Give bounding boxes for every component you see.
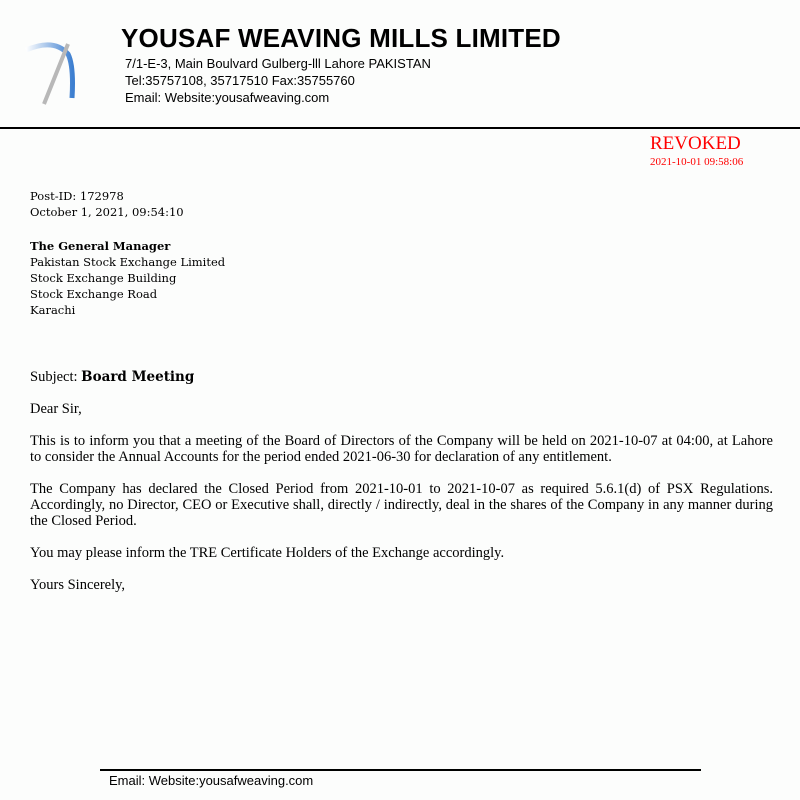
subject-label: Subject: — [30, 369, 78, 385]
paragraph: You may please inform the TRE Certificate Holders of the Exchange accordingly. — [30, 545, 505, 561]
post-id: Post-ID: 172978 — [30, 189, 124, 203]
salutation: Dear Sir, — [30, 401, 82, 417]
recipient-title: The General Manager — [30, 239, 171, 253]
footer-email: Email: Website:yousafweaving.com — [109, 773, 314, 788]
company-logo-needle-icon — [24, 40, 76, 106]
company-address: 7/1-E-3, Main Boulvard Gulberg-lll Lahore PAKISTAN — [125, 56, 431, 71]
recipient-line: Stock Exchange Road — [30, 287, 158, 301]
subject-line — [30, 369, 773, 385]
company-name: YOUSAF WEAVING MILLS LIMITED — [121, 23, 561, 53]
post-date: October 1, 2021, 09:54:10 — [30, 205, 184, 219]
status-badge: REVOKED — [650, 133, 741, 154]
header-divider — [0, 127, 800, 129]
closing: Yours Sincerely, — [30, 577, 126, 593]
status-timestamp: 2021-10-01 09:58:06 — [650, 156, 744, 168]
recipient-line: Pakistan Stock Exchange Limited — [30, 255, 226, 269]
paragraph: The Company has declared the Closed Period from 2021-10-01 to 2021-10-07 as required 5.6.1(d) of PSX Regulations. Accordingly, no Director, CEO or Executive shall, directly / indirectly, deal in the shares of the Company in any manner during the Closed Period. — [30, 481, 773, 529]
footer-divider — [100, 769, 701, 771]
recipient-line: Karachi — [30, 303, 76, 317]
paragraph: This is to inform you that a meeting of the Board of Directors of the Company will be held on 2021-10-07 at 04:00, at Lahore to consider the Annual Accounts for the period ended 2021-06-30 for declaration of any entitlement. — [30, 433, 773, 465]
company-email: Email: Website:yousafweaving.com — [125, 90, 330, 105]
company-phone: Tel:35757108, 35717510 Fax:35755760 — [125, 73, 355, 88]
recipient-line: Stock Exchange Building — [30, 271, 177, 285]
subject-text: Board Meeting — [81, 369, 195, 385]
